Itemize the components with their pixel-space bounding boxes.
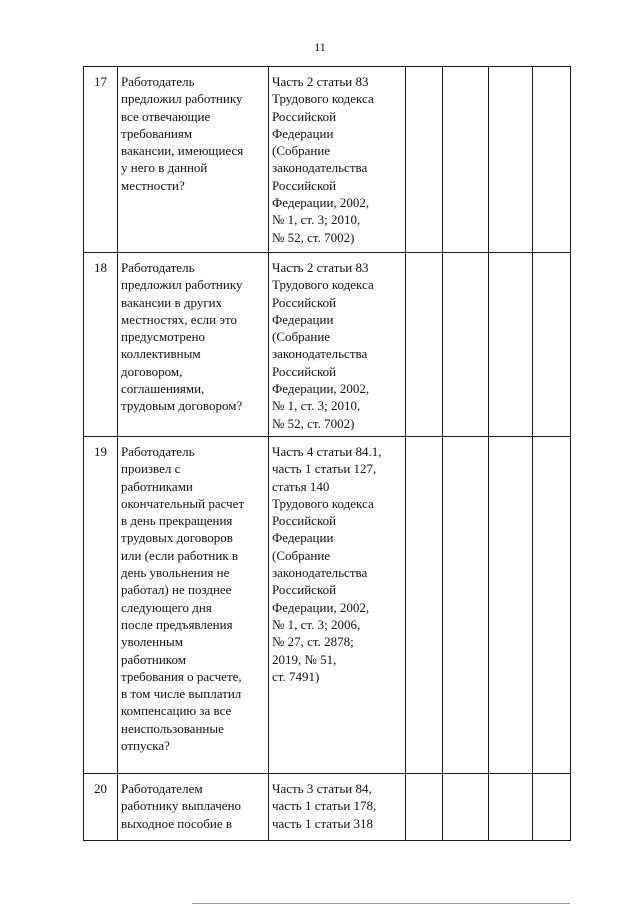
answer-no-cell[interactable] — [443, 253, 489, 437]
answer-no-cell[interactable] — [443, 67, 489, 253]
question-cell: Работодатель предложил работнику вакансии в других местностях, если это предусмотрено коллективным договором, соглашениями, трудовым договором? — [118, 253, 269, 437]
question-cell: Работодатель произвел с работниками окончательный расчет в день прекращения трудовых договоров или (если работник в день увольнения не работал) не позднее следующего дня после предъявления уволенным работником требования о расчете, в том числе выплатил компенсацию за все неиспользованные отпуска? — [118, 436, 269, 773]
answer-no-cell[interactable] — [443, 773, 489, 840]
row-number: 17 — [84, 67, 118, 253]
answer-yes-cell[interactable] — [406, 436, 443, 773]
row-number: 18 — [84, 253, 118, 437]
question-cell: Работодатель предложил работнику все отвечающие требованиям вакансии, имеющиеся у него в данной местности? — [118, 67, 269, 253]
reference-cell: Часть 4 статьи 84.1, часть 1 статьи 127, статья 140 Трудового кодекса Российской Федерации (Собрание законодательства Российской Федерации, 2002, № 1, ст. 3; 2006, № 27, ст. 2878; 2019, № 51, ст. 7491) — [269, 436, 406, 773]
notes-cell[interactable] — [533, 773, 571, 840]
question-cell: Работодателем работнику выплачено выходное пособие в — [118, 773, 269, 840]
row-number: 20 — [84, 773, 118, 840]
scan-edge-line — [192, 903, 570, 904]
answer-yes-cell[interactable] — [406, 67, 443, 253]
answer-yes-cell[interactable] — [406, 253, 443, 437]
answer-na-cell[interactable] — [489, 436, 533, 773]
reference-cell: Часть 3 статьи 84, часть 1 статьи 178, часть 1 статьи 318 — [269, 773, 406, 840]
answer-na-cell[interactable] — [489, 253, 533, 437]
checklist-table — [83, 66, 571, 841]
reference-cell: Часть 2 статьи 83 Трудового кодекса Российской Федерации (Собрание законодательства Российской Федерации, 2002, № 1, ст. 3; 2010, № 52, ст. 7002) — [269, 253, 406, 437]
table-row — [84, 773, 571, 840]
table-row — [84, 436, 571, 773]
notes-cell[interactable] — [533, 67, 571, 253]
table-row — [84, 253, 571, 437]
notes-cell[interactable] — [533, 253, 571, 437]
answer-yes-cell[interactable] — [406, 773, 443, 840]
notes-cell[interactable] — [533, 436, 571, 773]
table-row — [84, 67, 571, 253]
answer-no-cell[interactable] — [443, 436, 489, 773]
page-number: 11 — [314, 40, 326, 54]
row-number: 19 — [84, 436, 118, 773]
reference-cell: Часть 2 статьи 83 Трудового кодекса Российской Федерации (Собрание законодательства Российской Федерации, 2002, № 1, ст. 3; 2010, № 52, ст. 7002) — [269, 67, 406, 253]
answer-na-cell[interactable] — [489, 773, 533, 840]
answer-na-cell[interactable] — [489, 67, 533, 253]
